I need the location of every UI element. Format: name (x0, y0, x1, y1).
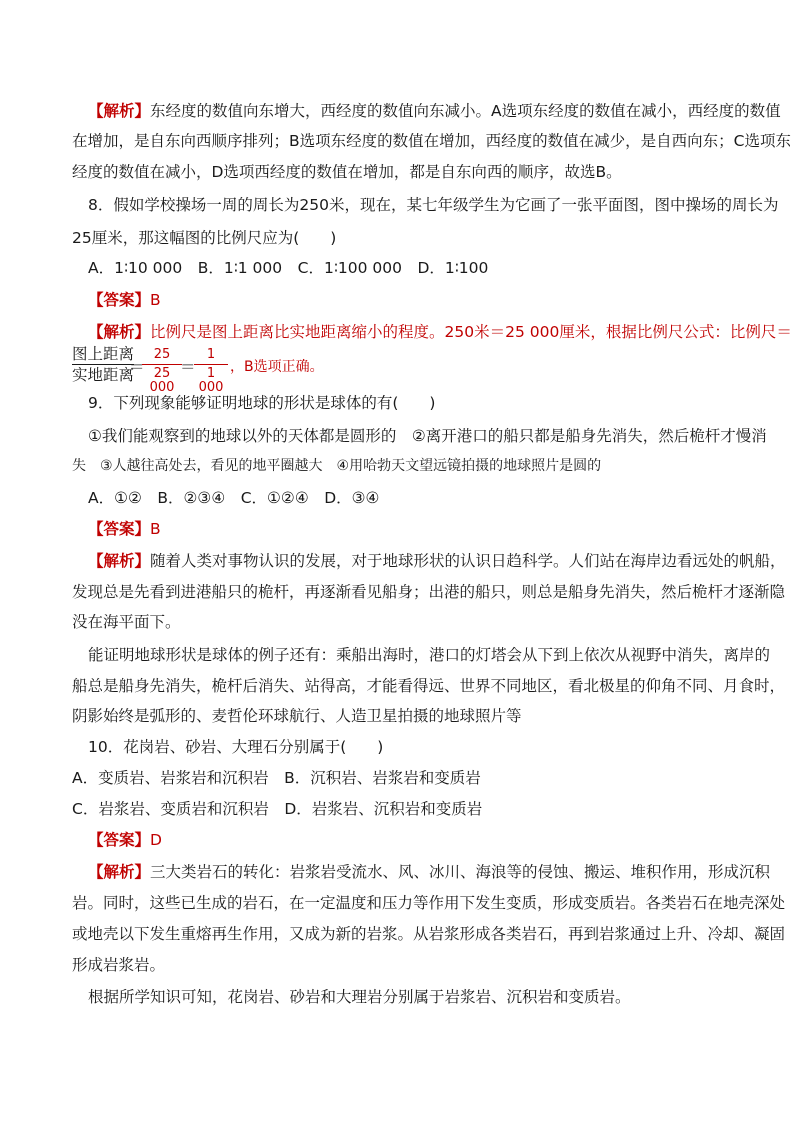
fraction-denominator: 25 000 (149, 366, 175, 395)
fraction-bar (142, 364, 182, 365)
q9-analysis-line-1 (88, 551, 786, 571)
equals-sign-1: ＝ (129, 358, 145, 376)
equals-sign-2: ＝ (180, 358, 196, 376)
q9-analysis-para2-line-1: 能证明地球形状是球体的例子还有：乘船出海时，港口的灯塔会从下到上依次从视野中消失，离岸的 (88, 646, 771, 664)
q10-answer: D (150, 831, 162, 849)
q8-answer-line (88, 290, 161, 310)
fraction-25-over-25000 (142, 348, 182, 395)
fraction-numerator: 图上距离 (72, 345, 135, 363)
fraction-denominator: 1 000 (198, 366, 224, 395)
analysis-tag: 【解析】 (88, 863, 151, 881)
q9-statement-line-2: 失 ③人越往高处去，看见的地平圈越大 ④用哈勃天文望远镜拍摄的地球照片是圆的 (72, 458, 602, 474)
q9-analysis-line-3: 没在海平面下。 (72, 613, 181, 631)
q8-options: A．1∶10 000 B．1∶1 000 C．1∶100 000 D．1∶100 (88, 259, 489, 277)
answer-tag: 【答案】 (88, 831, 151, 849)
answer-tag: 【答案】 (88, 291, 151, 309)
q9-analysis-para2-line-3: 阴影始终是弧形的、麦哲伦环球航行、人造卫星拍摄的地球照片等 (72, 707, 522, 725)
q9-stem: 9．下列现象能够证明地球的形状是球体的有( ) (88, 394, 436, 412)
q9-answer-line (88, 519, 161, 539)
fraction-numerator: 1 (206, 347, 216, 362)
q8-analysis-text-1: 比例尺是图上距离比实地距离缩小的程度。250米＝25 000厘米，根据比例尺公式：比例尺＝ (150, 323, 792, 341)
q8-analysis-line-1 (88, 322, 792, 342)
fraction-numerator: 25 (153, 347, 171, 362)
q8-stem-line-2: 25厘米，那这幅图的比例尺应为( ) (72, 229, 337, 247)
q10-analysis-line-2: 岩。同时，这些已生成的岩石，在一定温度和压力等作用下发生变质，形成变质岩。各类岩石在地壳深处 (72, 894, 786, 912)
q9-analysis-para2-line-2: 船总是船身先消失，桅杆后消失、站得高，才能看得远、世界不同地区，看北极星的仰角不同、月食时， (72, 677, 786, 695)
q9-options: A．①② B．②③④ C．①②④ D．③④ (88, 489, 380, 507)
fraction-denominator: 实地距离 (72, 366, 135, 384)
q9-analysis-line-2: 发现总是先看到进港船只的桅杆，再逐渐看见船身；出港的船只，则总是船身先消失，然后桅杆才逐渐隐 (72, 583, 786, 601)
scale-formula-fraction (72, 345, 134, 384)
answer-tag: 【答案】 (88, 520, 151, 538)
q8-answer: B (150, 291, 161, 309)
q10-analysis-para2-line-1: 根据所学知识可知，花岗岩、砂岩和大理岩分别属于岩浆岩、沉积岩和变质岩。 (88, 988, 631, 1006)
analysis-tag: 【解析】 (88, 552, 151, 570)
analysis-tag: 【解析】 (88, 102, 151, 120)
q10-analysis-line-4: 形成岩浆岩。 (72, 956, 166, 974)
q7-analysis-line-3: 经度的数值在减小，D选项西经度的数值在增加，都是自东向西的顺序，故选B。 (72, 163, 622, 181)
q10-analysis-line-3: 或地壳以下发生重熔再生作用，又成为新的岩浆。从岩浆形成各类岩石，再到岩浆通过上升、冷却、凝固 (72, 925, 786, 943)
q10-answer-line (88, 830, 162, 850)
q8-stem-line-1: 8．假如学校操场一周的周长为250米，现在，某七年级学生为它画了一张平面图，图中操场的周长为 (88, 196, 779, 214)
q9-statement-line-1: ①我们能观察到的地球以外的天体都是圆形的 ②离开港口的船只都是船身先消失，然后桅杆才慢消 (88, 427, 767, 445)
q10-options-line-2: C．岩浆岩、变质岩和沉积岩 D．岩浆岩、沉积岩和变质岩 (72, 800, 483, 818)
q7-analysis-line-1 (88, 101, 781, 121)
q10-analysis-line-1 (88, 862, 770, 882)
analysis-tag: 【解析】 (88, 323, 151, 341)
q10-options-line-1: A．变质岩、岩浆岩和沉积岩 B．沉积岩、岩浆岩和变质岩 (72, 769, 481, 787)
q10-stem: 10．花岗岩、砂岩、大理石分别属于( ) (88, 738, 384, 756)
q7-analysis-line-2: 在增加，是自东向西顺序排列；B选项东经度的数值在增加，西经度的数值在减少，是自西向东；C选项东 (72, 132, 791, 150)
q7-analysis-text-1: 东经度的数值向东增大，西经度的数值向东减小。A选项东经度的数值在减小，西经度的数值 (150, 102, 781, 120)
fraction-bar (194, 364, 228, 365)
q10-analysis-text-1: 三大类岩石的转化：岩浆岩受流水、风、冰川、海浪等的侵蚀、搬运、堆积作用，形成沉积 (150, 863, 771, 881)
fraction-bar (72, 364, 134, 365)
fraction-1-over-1000 (194, 348, 228, 395)
q9-answer: B (150, 520, 161, 538)
q8-analysis-tail: ，B选项正确。 (230, 359, 324, 375)
q9-analysis-text-1: 随着人类对事物认识的发展，对于地球形状的认识日趋科学。人们站在海岸边看远处的帆船， (150, 552, 786, 570)
